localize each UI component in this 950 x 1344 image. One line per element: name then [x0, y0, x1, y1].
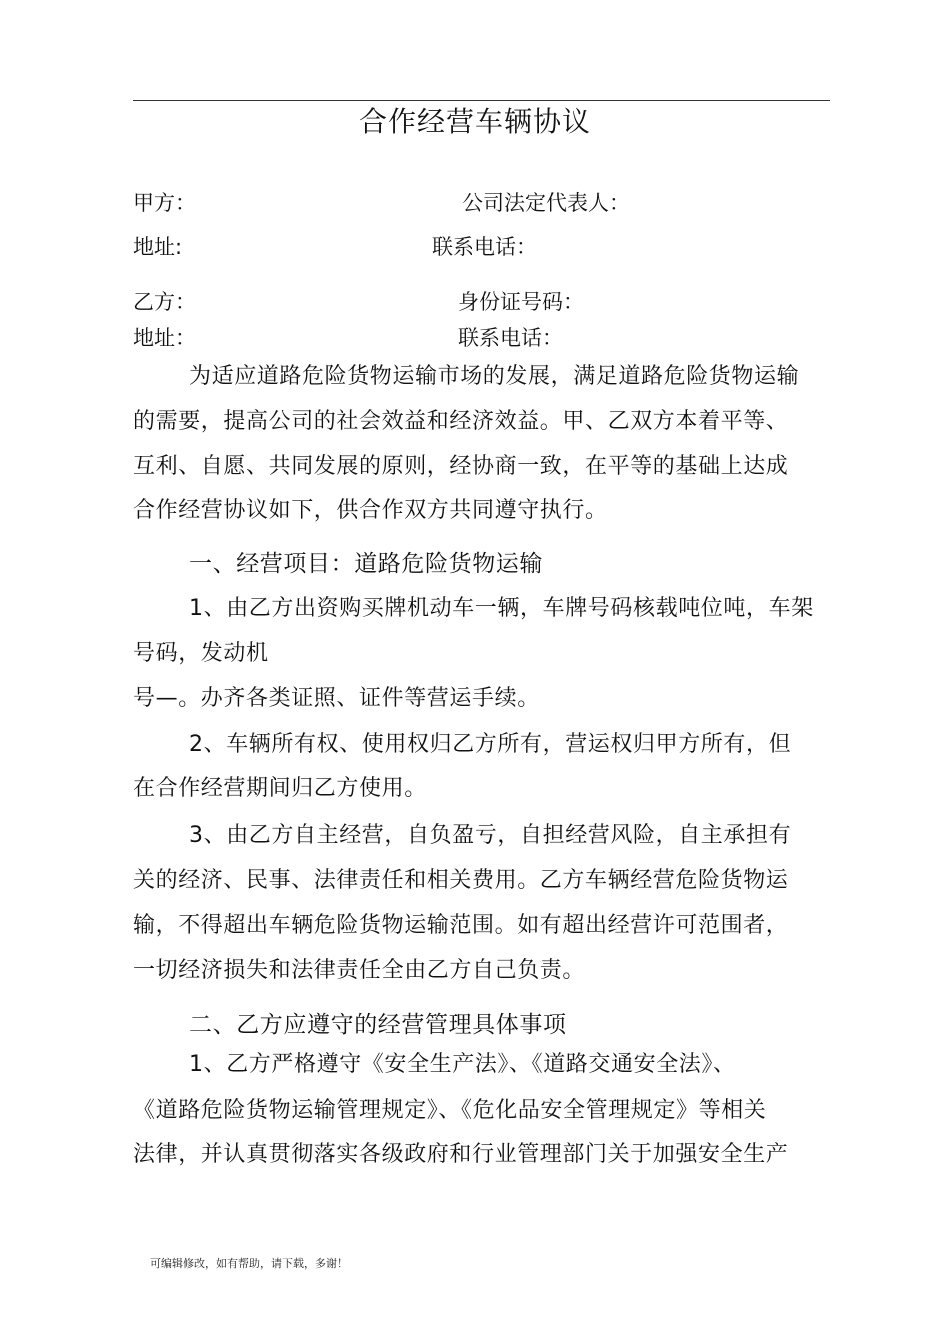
- party-a-rep-label: 公司法定代表人：: [462, 191, 630, 215]
- party-b-label: 乙方：: [133, 290, 196, 314]
- footer-note: 可编辑修改，如有帮助，请下载，多谢！: [150, 1257, 348, 1270]
- party-a-phone-label: 联系电话：: [432, 235, 537, 259]
- section-1-item-3-line: 一切经济损失和法律责任全由乙方自己负责。: [133, 958, 586, 983]
- party-b-phone-label: 联系电话：: [458, 326, 563, 350]
- section-1-item-1-line: 1、由乙方出资购买牌机动车一辆，车牌号码核载吨位吨，车架: [189, 596, 814, 621]
- party-b-id-label: 身份证号码：: [458, 290, 584, 314]
- section-1-item-3-line: 3、由乙方自主经营，自负盈亏，自担经营风险，自主承担有: [189, 823, 792, 848]
- party-a-label: 甲方：: [133, 191, 196, 215]
- section-2-heading: 二、乙方应遵守的经营管理具体事项: [189, 1012, 567, 1038]
- preamble-line: 互利、自愿、共同发展的原则，经协商一致，在平等的基础上达成: [133, 454, 789, 479]
- document-title: 合作经营车辆协议: [358, 105, 591, 138]
- section-1-heading: 一、经营项目：道路危险货物运输: [189, 551, 543, 577]
- header-rule: [133, 100, 830, 101]
- section-1-item-2-line: 2、车辆所有权、使用权归乙方所有，营运权归甲方所有，但: [189, 732, 792, 757]
- section-1-item-2-line: 在合作经营期间归乙方使用。: [133, 776, 427, 801]
- preamble-line: 的需要，提高公司的社会效益和经济效益。甲、乙双方本着平等、: [133, 409, 789, 434]
- section-2-item-1-line: 1、乙方严格遵守《安全生产法》、《道路交通安全法》、: [189, 1052, 736, 1077]
- preamble-line: 为适应道路危险货物运输市场的发展，满足道路危险货物运输: [189, 364, 800, 389]
- party-a-address-label: 地址:: [133, 235, 183, 259]
- section-1-item-1-line: 号码，发动机: [133, 641, 269, 666]
- section-2-item-1-line: 《道路危险货物运输管理规定》、《危化品安全管理规定》等相关: [133, 1098, 767, 1123]
- preamble-line: 合作经营协议如下，供合作双方共同遵守执行。: [133, 498, 608, 523]
- section-1-item-3-line: 关的经济、民事、法律责任和相关费用。乙方车辆经营危险货物运: [133, 868, 789, 893]
- section-1-item-3-line: 输，不得超出车辆危险货物运输范围。如有超出经营许可范围者，: [133, 913, 789, 938]
- party-b-address-label: 地址：: [133, 326, 196, 350]
- section-2-item-1-line: 法律，并认真贯彻落实各级政府和行业管理部门关于加强安全生产: [133, 1142, 789, 1167]
- section-1-item-1-line: 号—。办齐各类证照、证件等营运手续。: [133, 686, 540, 711]
